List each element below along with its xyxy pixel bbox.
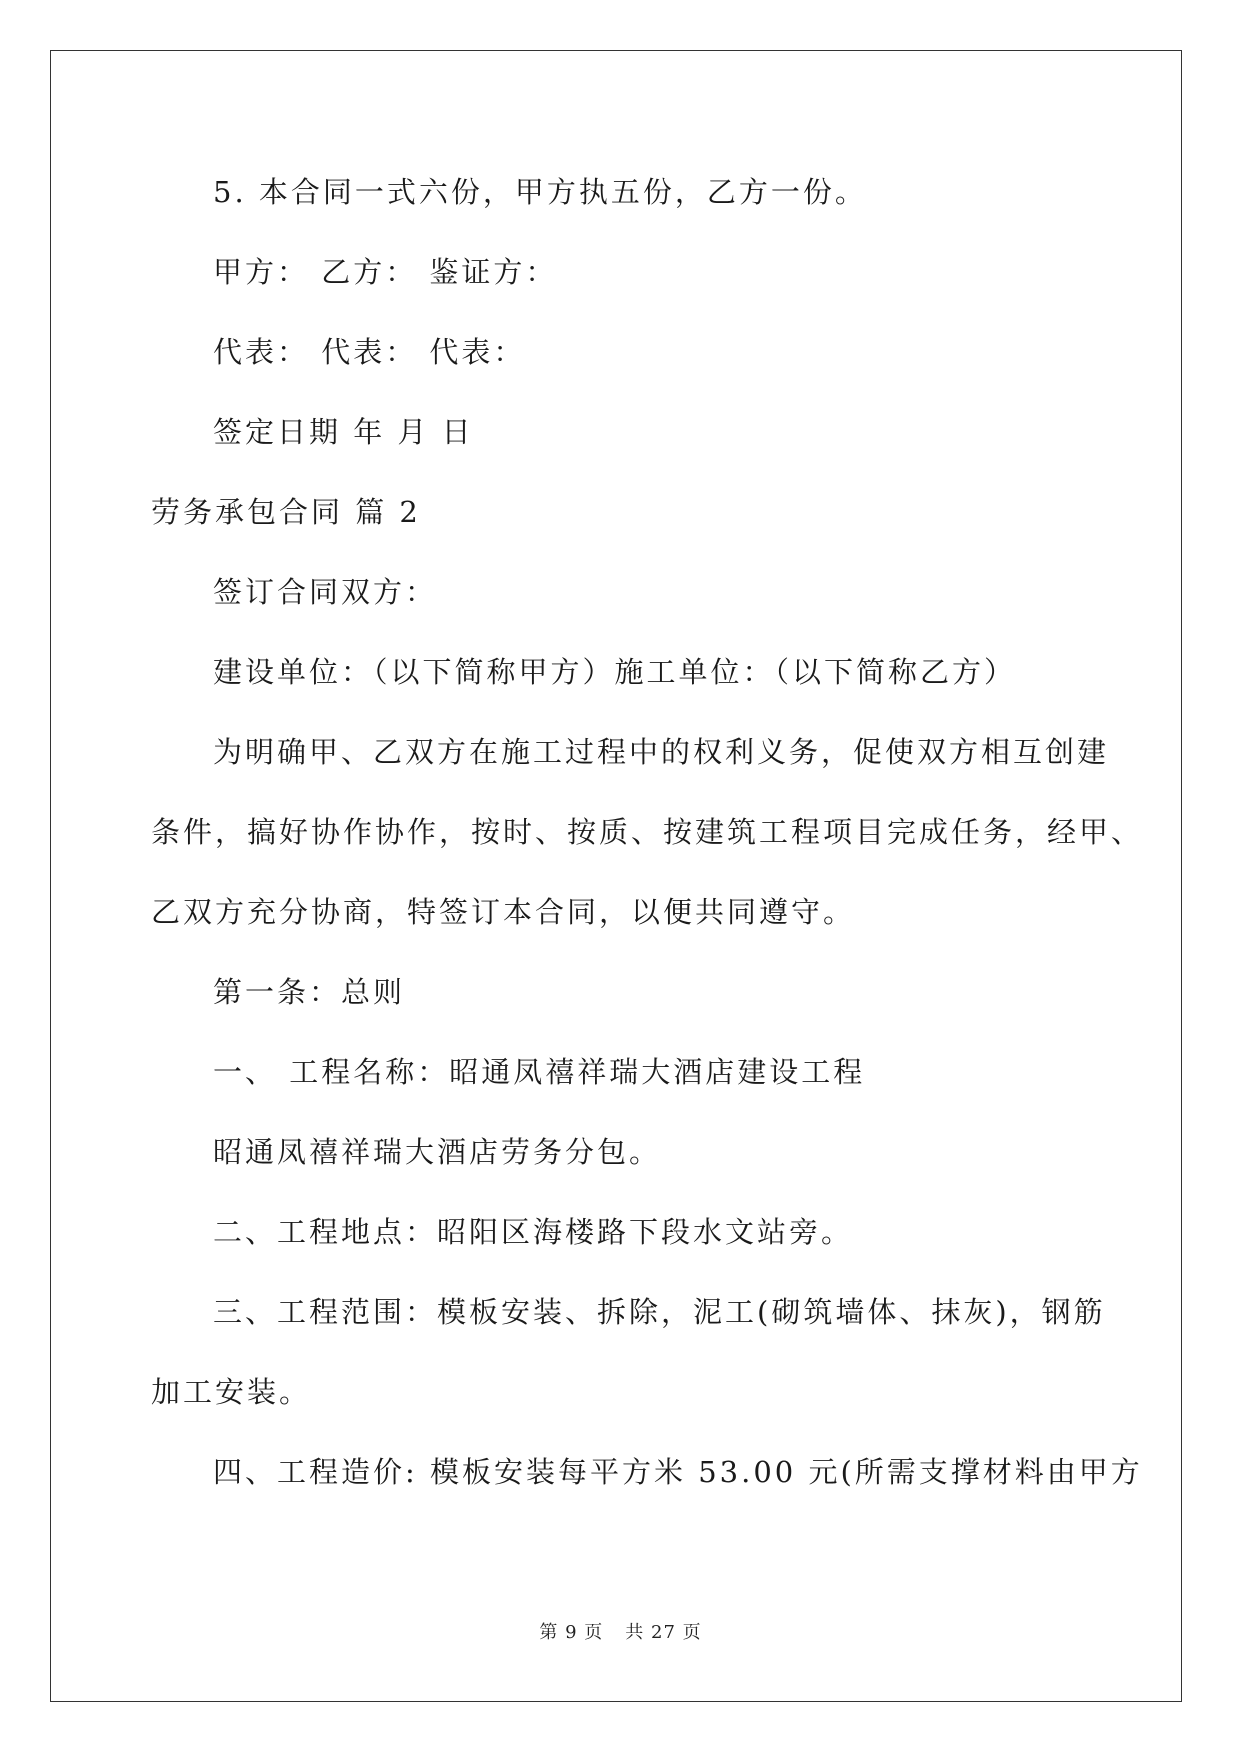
text-line-17: 四、工程造价: 模板安装每平方米 53.00 元(所需支撑材料由甲方 bbox=[213, 1455, 1143, 1489]
section-heading: 劳务承包合同 篇 2 bbox=[151, 495, 421, 529]
text-line-3: 代表： 代表： 代表： bbox=[213, 335, 526, 369]
page-number: 第 9 页 bbox=[539, 1622, 604, 1643]
text-line-12: 一、 工程名称：昭通凤禧祥瑞大酒店建设工程 bbox=[213, 1055, 866, 1089]
text-line-16: 加工安装。 bbox=[151, 1375, 312, 1409]
text-line-9: 条件，搞好协作协作，按时、按质、按建筑工程项目完成任务，经甲、 bbox=[151, 815, 1144, 849]
text-line-7: 建设单位：（以下简称甲方）施工单位：（以下简称乙方） bbox=[213, 655, 1017, 689]
text-line-8: 为明确甲、乙双方在施工过程中的权利义务，促使双方相互创建 bbox=[213, 735, 1110, 769]
text-line-15: 三、工程范围：模板安装、拆除，泥工(砌筑墙体、抹灰)，钢筋 bbox=[213, 1295, 1106, 1329]
text-line-10: 乙双方充分协商，特签订本合同，以便共同遵守。 bbox=[151, 895, 856, 929]
article-heading: 第一条：总则 bbox=[213, 975, 406, 1009]
page-footer bbox=[0, 1618, 1241, 1644]
text-line-4: 签定日期 年 月 日 bbox=[213, 415, 474, 449]
text-line-13: 昭通凤禧祥瑞大酒店劳务分包。 bbox=[213, 1135, 662, 1169]
page-total: 共 27 页 bbox=[625, 1622, 702, 1643]
text-line-2: 甲方： 乙方： 鉴证方： bbox=[213, 255, 558, 289]
text-line-1: 5. 本合同一式六份，甲方执五份，乙方一份。 bbox=[213, 175, 867, 209]
text-line-6: 签订合同双方： bbox=[213, 575, 438, 609]
text-line-14: 二、工程地点：昭阳区海楼路下段水文站旁。 bbox=[213, 1215, 854, 1249]
